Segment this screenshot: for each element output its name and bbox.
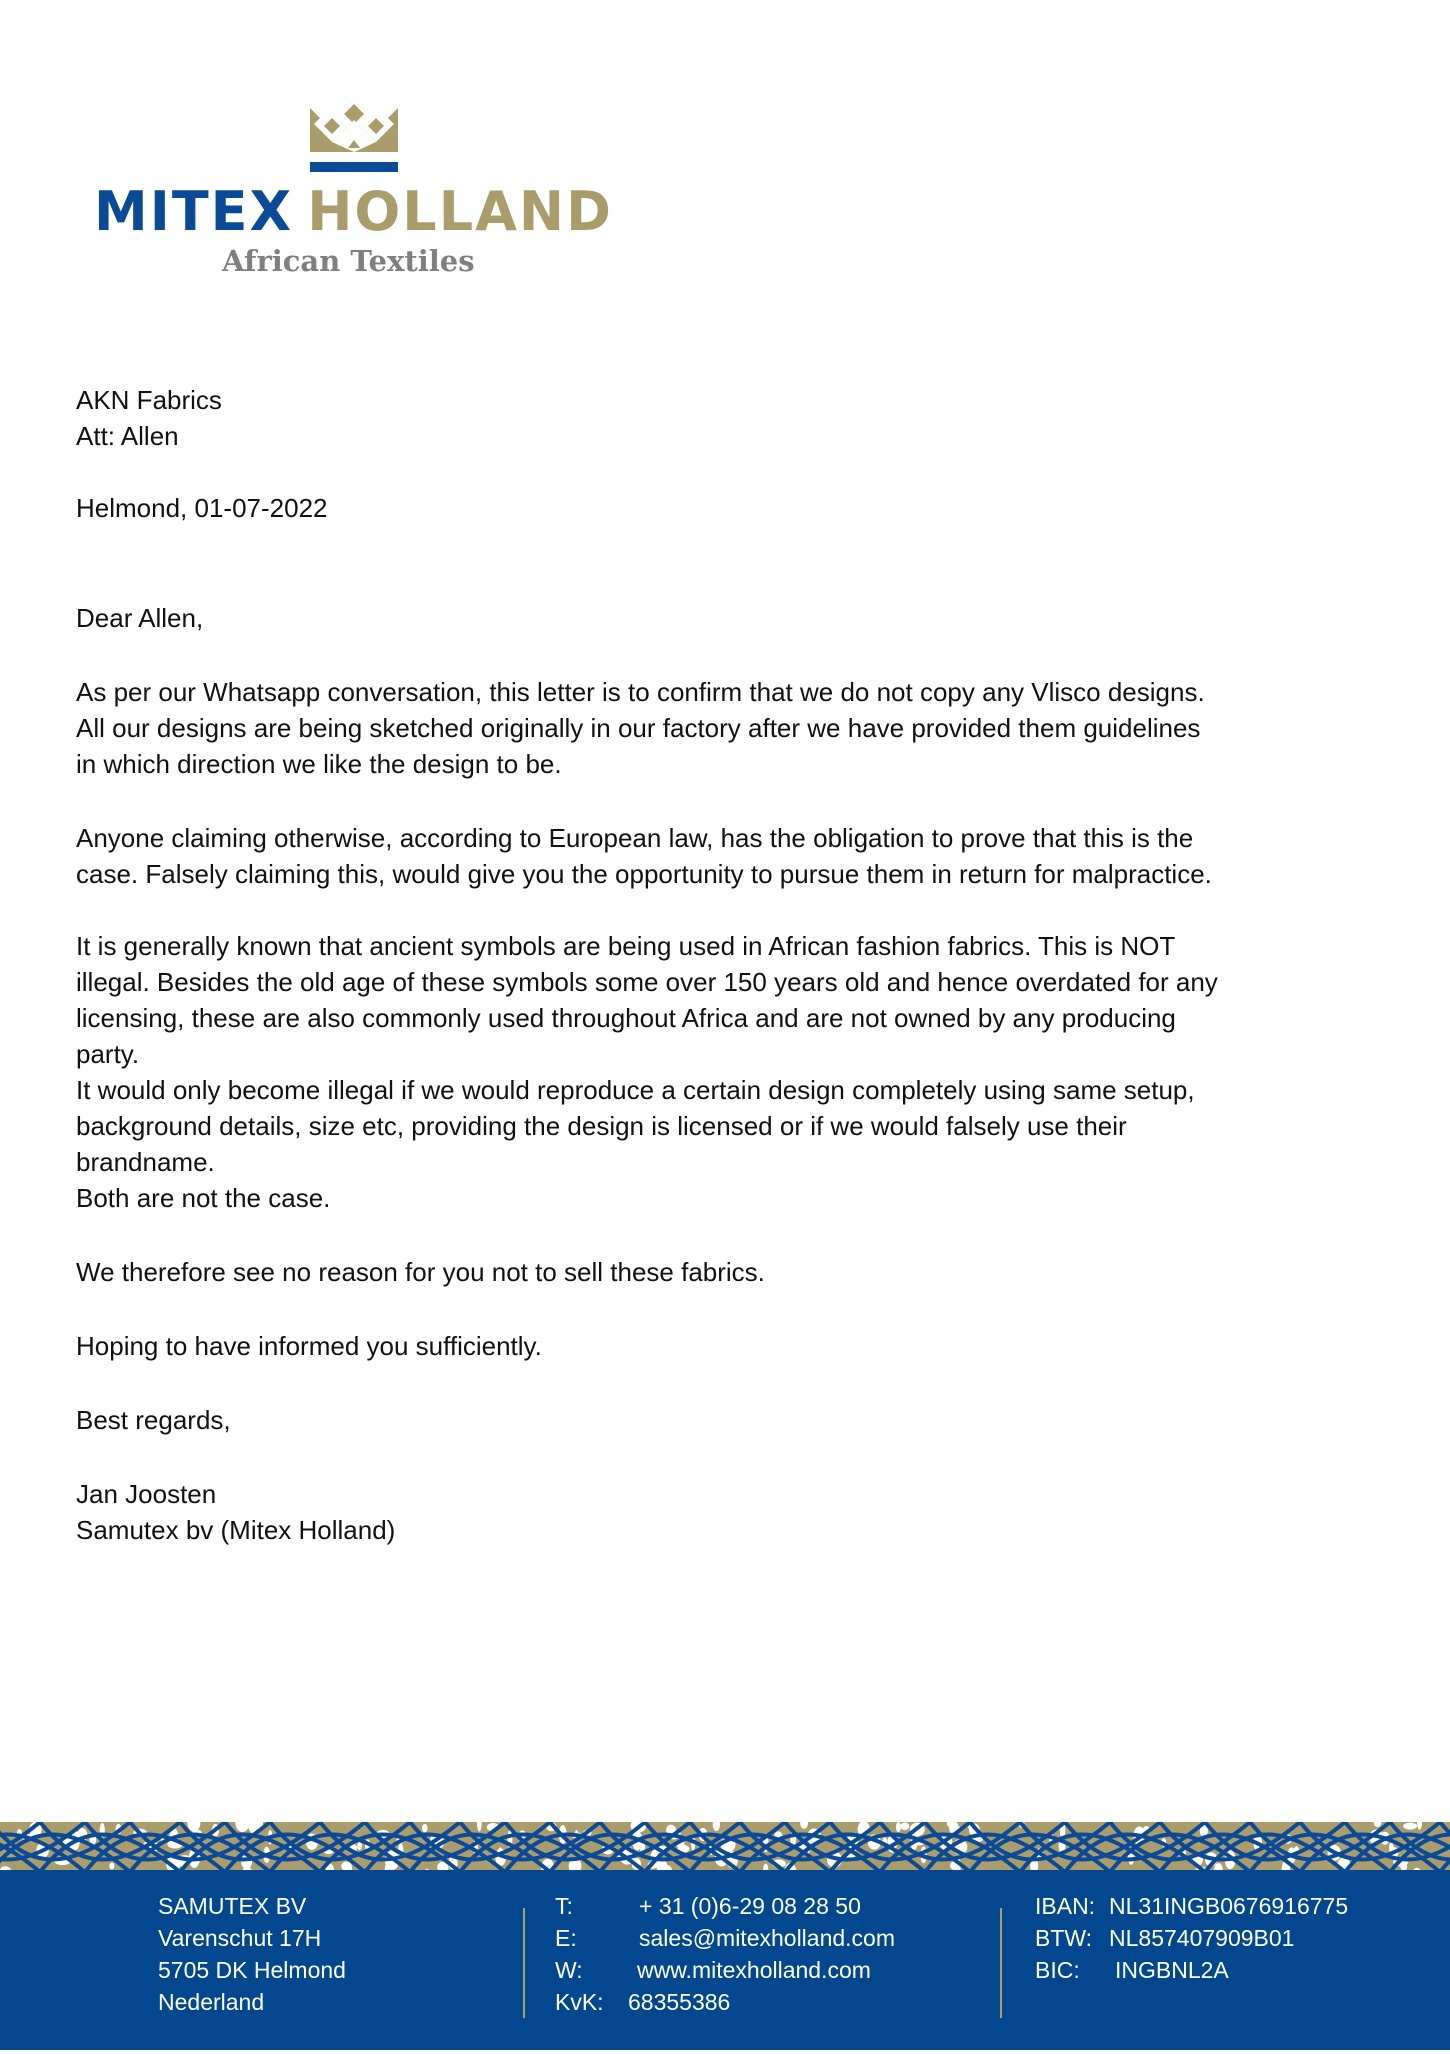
footer-divider bbox=[1000, 1908, 1002, 2018]
paragraph-3: It is generally known that ancient symbols are being used in African fashion fabrics. This is NOT illegal. Besides the old age of these symbols some over 150 years old and hence overdated for any licensing, these are also commonly used throughout Africa and are not owned by any producing party. It would only become illegal if we would reproduce a certain design completely using same setup, background details, size etc, providing the design is licensed or if we would falsely use their brandname. Both are not the case. bbox=[76, 931, 1218, 1213]
email-link[interactable]: sales@mitexholland.com bbox=[639, 1925, 896, 1951]
paragraph-5: Hoping to have informed you sufficiently. bbox=[76, 1331, 542, 1361]
salutation: Dear Allen, bbox=[76, 603, 204, 633]
recipient-attention: Att: Allen bbox=[76, 421, 179, 451]
place-date: Helmond, 01-07-2022 bbox=[76, 493, 328, 523]
footer bbox=[0, 1870, 1450, 2050]
signature-company: Samutex bv (Mitex Holland) bbox=[76, 1515, 396, 1545]
footer-bank: IBAN: NL31INGB0676916775 BTW: NL857407909B01 BIC: INGBNL2A bbox=[1035, 1893, 1349, 1983]
paragraph-4: We therefore see no reason for you not to sell these fabrics. bbox=[76, 1257, 765, 1287]
paragraph-1: As per our Whatsapp conversation, this letter is to confirm that we do not copy any Vlisco designs. All our designs are being sketched originally in our factory after we have provided them guidelines in which direction we like the design to be. bbox=[76, 677, 1205, 779]
footer-address: SAMUTEX BV Varenschut 17H 5705 DK Helmond Nederland bbox=[158, 1893, 346, 2015]
logo-tagline: African Textiles bbox=[222, 244, 475, 278]
paragraph-2: Anyone claiming otherwise, according to European law, has the obligation to prove that this is the case. Falsely claiming this, would give you the opportunity to pursue them in return for malpractice. bbox=[76, 823, 1212, 889]
footer-contact: T: + 31 (0)6-29 08 28 50 E: sales@mitexholland.com W: www.mitexholland.com KvK: 68355386 bbox=[555, 1893, 896, 2015]
recipient-company: AKN Fabrics bbox=[76, 385, 222, 415]
crown-icon bbox=[310, 104, 400, 176]
logo-wordmark: MITEX HOLLAND bbox=[94, 180, 613, 243]
footer-divider bbox=[523, 1908, 525, 2018]
footer-pattern-band bbox=[0, 1822, 1450, 1872]
signature-name: Jan Joosten bbox=[76, 1479, 217, 1509]
website-link[interactable]: www.mitexholland.com bbox=[637, 1957, 871, 1983]
closing: Best regards, bbox=[76, 1405, 231, 1435]
